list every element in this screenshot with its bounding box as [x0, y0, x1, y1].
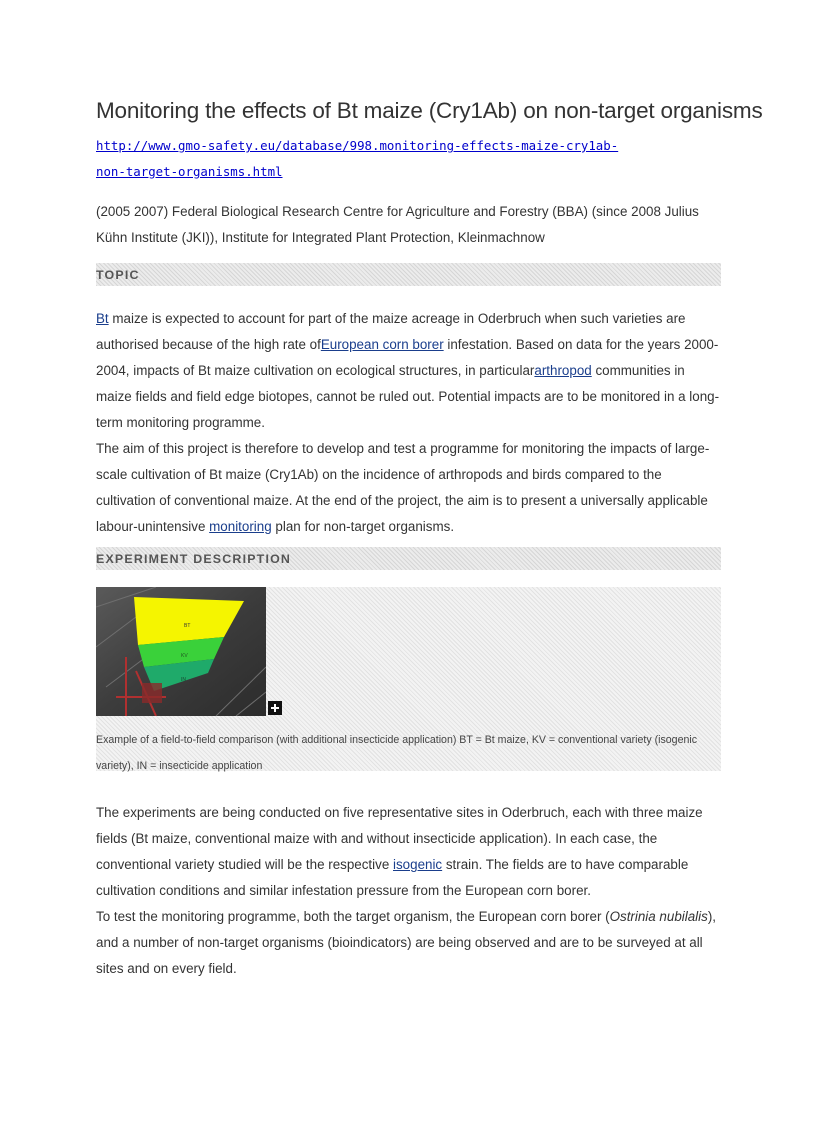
figure-box — [96, 587, 721, 771]
topic-p1-text-c: communities in maize fields and field edge biotopes, cannot be ruled out. Potential impacts are to be monitored in a long-term monitoring programme. — [96, 363, 720, 430]
monitoring-link[interactable]: monitoring — [209, 519, 272, 534]
page-title: Monitoring the effects of Bt maize (Cry1Ab) on non-target organisms — [96, 98, 763, 123]
topic-body — [96, 306, 721, 540]
exp-p1-text-a: The experiments are being conducted on five representative sites in Oderbruch, each with three maize fields (Bt maize, conventional maize with and without insecticide application). In each case, the conventional variety studied will be the respective — [96, 805, 703, 872]
experiment-body — [96, 800, 721, 982]
topic-p2-text-a: The aim of this project is therefore to develop and test a programme for monitoring the impacts of large-scale cultivation of Bt maize (Cry1Ab) on the incidence of arthropods and birds compared to the cultivation of conventional maize. At the end of the project, the aim is to present a universally applicable labour-unintensive — [96, 441, 710, 534]
section-heading-experiment: EXPERIMENT DESCRIPTION — [96, 552, 292, 566]
ostrinia-italic: Ostrinia nubilalis — [609, 909, 708, 924]
section-header-experiment — [96, 547, 721, 570]
label-bt: BT — [184, 623, 191, 629]
exp-p2-text-a: To test the monitoring programme, both the target organism, the European corn borer ( — [96, 909, 610, 924]
exp-p1-text-b: strain. The fields are to have comparable cultivation conditions and similar infestation pressure from the European corn borer. — [96, 857, 689, 898]
farm-building — [142, 683, 162, 703]
bt-link[interactable]: Bt — [96, 311, 109, 326]
project-meta-line-1: (2005 2007) Federal Biological Research Centre for Agriculture and Forestry (BBA) (since 2008 Julius — [96, 204, 699, 219]
source-url-line-1[interactable]: http://www.gmo-safety.eu/database/998.monitoring-effects-maize-cry1ab- — [96, 138, 619, 153]
experiment-paragraph-1 — [96, 800, 721, 904]
european-corn-borer-link[interactable]: European corn borer — [320, 337, 444, 352]
source-url-line-2[interactable]: non-target-organisms.html — [96, 164, 283, 179]
topic-paragraph-1 — [96, 306, 721, 436]
topic-p2-text-b: plan for non-target organisms. — [271, 519, 455, 534]
enlarge-plus-icon[interactable] — [268, 701, 282, 715]
topic-paragraph-2 — [96, 436, 721, 540]
field-comparison-graphic — [96, 587, 266, 716]
topic-p1-text-b: infestation. Based on data for the years 2000-2004, impacts of Bt maize cultivation on ecological structures, in particular — [96, 337, 719, 378]
topic-p1-text-a: maize is expected to account for part of the maize acreage in Oderbruch when such varieties are authorised because of the high rate of — [96, 311, 686, 352]
figure-caption: Example of a field-to-field comparison (with additional insecticide application) BT = Bt maize, KV = conventional variety (isogenic variety), IN = insecticide application — [96, 734, 698, 772]
label-kv: KV — [181, 653, 188, 659]
field-comparison-photo[interactable] — [96, 587, 266, 716]
experiment-paragraph-2 — [96, 904, 721, 982]
label-in: IN — [181, 677, 186, 683]
section-heading-topic: TOPIC — [96, 268, 140, 282]
section-header-topic — [96, 263, 721, 286]
exp-p2-text-b: ), and a number of non-target organisms (bioindicators) are being observed and are to be surveyed at all sites and on every field. — [96, 909, 717, 976]
arthropod-link[interactable]: arthropod — [534, 363, 592, 378]
project-meta-line-2: Kühn Institute (JKI)), Institute for Integrated Plant Protection, Kleinmachnow — [96, 230, 545, 245]
project-meta — [96, 199, 721, 251]
source-url-link[interactable] — [96, 133, 721, 185]
isogenic-link[interactable]: isogenic — [393, 857, 443, 872]
